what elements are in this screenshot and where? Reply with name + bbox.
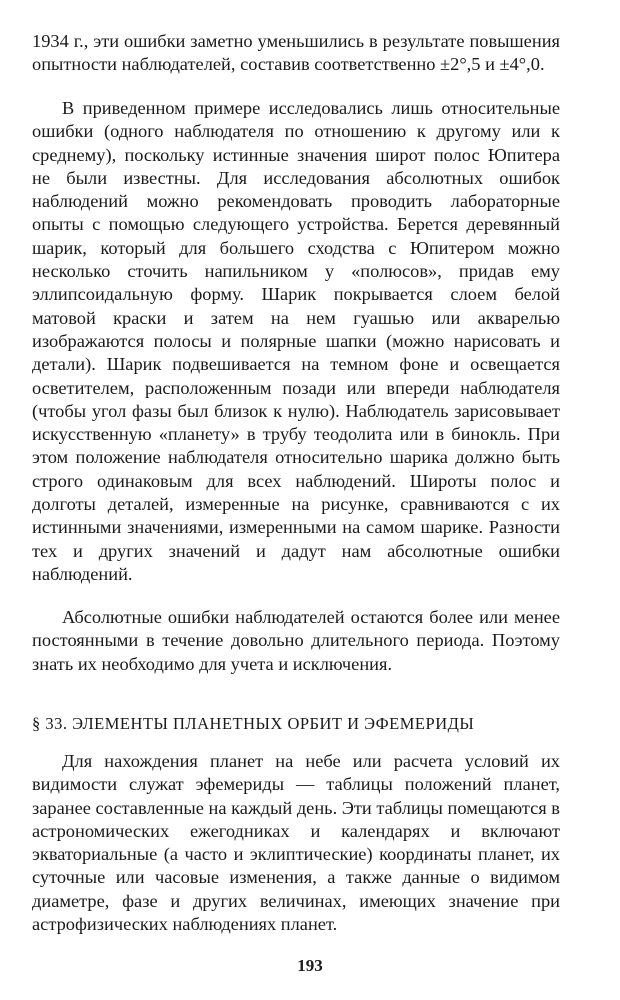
- paragraph-absolute-errors: Абсолютные ошибки наблюдателей остаются более или менее постоянными в течение довольно длительного периода. Поэтому знать их необходимо для учета и исключения.: [32, 607, 560, 674]
- page-number: 193: [297, 956, 323, 975]
- paragraph-lab-experiment: В приведенном примере исследовались лишь относительные ошибки (одного наблюдателя по отношению к другому или к среднему), поскольку истинные значения широт полос Юпитера не были известны. Для исследования абсолютных ошибок наблюдений можно рекомендовать проводить лабораторные опыты с помощью следующего устройства. Берется деревянный шарик, который для большего сходства с Юпитером можно несколько сточить напильником у «полюсов», придав ему эллипсоидальную форму. Шарик покрывается слоем белой матовой краски и затем на нем гуашью или акварелью изображаются полосы и полярные шапки (можно нарисовать и детали). Шарик подвешивается на темном фоне и освещается осветителем, расположенным позади или впереди наблюдателя (чтобы угол фазы был близок к нулю). Наблюдатель зарисовывает искусственную «планету» в трубу теодолита или в бинокль. При этом положение наблюдателя относительно шарика должно быть строго одинаковым для всех наблюдений. Широты полос и долготы деталей, измеренные на рисунке, сравниваются с их истинными значениями, измеренными на самом шарике. Разности тех и других значений и дадут нам абсолютные ошибки наблюдений.: [32, 98, 560, 584]
- paragraph-continuation: 1934 г., эти ошибки заметно уменьшились в результате повышения опытности наблюдателей, составив соответственно ±2°,5 и ±4°,0.: [32, 31, 560, 75]
- section-heading: § 33. ЭЛЕМЕНТЫ ПЛАНЕТНЫХ ОРБИТ И ЭФЕМЕРИДЫ: [32, 714, 475, 733]
- paragraph-ephemerides: Для нахождения планет на небе или расчета условий их видимости служат эфемериды — таблицы положений планет, заранее составленные на каждый день. Эти таблицы помещаются в астрономических ежегодниках и календарях и включают экваториальные (а часто и эклиптические) координаты планет, их суточные или часовые изменения, а также данные о видимом диаметре, фазе и других величинах, имеющих значение при астрофизических наблюдениях планет.: [32, 751, 560, 935]
